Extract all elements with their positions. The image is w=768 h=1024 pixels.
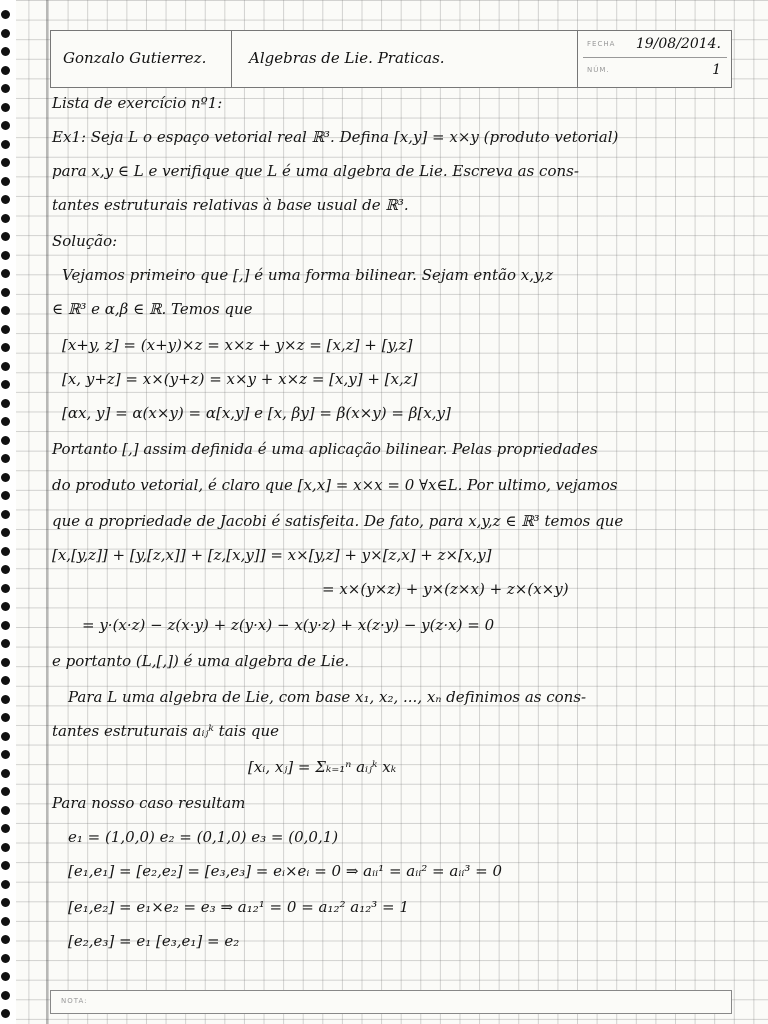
spiral-hole: [1, 584, 10, 593]
spiral-hole: [1, 510, 10, 519]
spiral-hole: [1, 769, 10, 778]
equation-line: [αx, y] = α(x×y) = α[x,y] e [x, βy] = β(x×y) = β[x,y]: [62, 404, 451, 422]
spiral-hole: [1, 954, 10, 963]
text-line: Portanto [,] assim definida é uma aplicação bilinear. Pelas propriedades: [52, 440, 598, 458]
title-box: [231, 31, 578, 87]
spiral-hole: [1, 251, 10, 260]
number-label: NÚM.: [587, 66, 610, 74]
date-value: 19/08/2014.: [635, 36, 721, 52]
spiral-hole: [1, 991, 10, 1000]
spiral-hole: [1, 380, 10, 389]
spiral-hole: [1, 10, 10, 19]
equation-line: [x, y+z] = x×(y+z) = x×y + x×z = [x,y] + [x,z]: [62, 370, 418, 388]
text-line: ∈ ℝ³ e α,β ∈ ℝ. Temos que: [52, 300, 253, 318]
spiral-hole: [1, 436, 10, 445]
spiral-hole: [1, 47, 10, 56]
spiral-hole: [1, 750, 10, 759]
text-line: do produto vetorial, é claro que [x,x] = x×x = 0 ∀x∈L. Por ultimo, vejamos: [52, 476, 618, 494]
equation-line: [e₁,e₂] = e₁×e₂ = e₃ ⇒ a₁₂¹ = 0 = a₁₂² a₁₂³ = 1: [68, 898, 409, 916]
spiral-hole: [1, 547, 10, 556]
spiral-hole: [1, 491, 10, 500]
text-line: Vejamos primeiro que [,] é uma forma bilinear. Sejam então x,y,z: [62, 266, 554, 284]
equation-line: e₁ = (1,0,0) e₂ = (0,1,0) e₃ = (0,0,1): [68, 828, 339, 846]
spiral-hole: [1, 528, 10, 537]
spiral-hole: [1, 195, 10, 204]
spiral-hole: [1, 639, 10, 648]
spiral-hole: [1, 861, 10, 870]
text-line-heading: Lista de exercício nº1:: [52, 94, 223, 112]
margin-line: [46, 0, 48, 1024]
text-line: Para nosso caso resultam: [52, 794, 246, 812]
spiral-hole: [1, 66, 10, 75]
text-line: Para L uma algebra de Lie, com base x₁, x₂, ..., xₙ definimos as cons-: [68, 688, 587, 706]
spiral-hole: [1, 454, 10, 463]
spiral-hole: [1, 158, 10, 167]
number-row: [583, 59, 727, 83]
page-header: [50, 30, 732, 88]
spiral-hole: [1, 140, 10, 149]
spiral-hole: [1, 269, 10, 278]
spiral-binding: [0, 0, 16, 1024]
spiral-hole: [1, 695, 10, 704]
name-box: [51, 31, 232, 87]
equation-line: = x×(y×z) + y×(z×x) + z×(x×y): [322, 580, 569, 598]
spiral-hole: [1, 898, 10, 907]
spiral-hole: [1, 325, 10, 334]
spiral-hole: [1, 103, 10, 112]
text-line: e portanto (L,[,]) é uma algebra de Lie.: [52, 652, 350, 670]
spiral-hole: [1, 676, 10, 685]
number-value: 1: [712, 62, 721, 78]
spiral-hole: [1, 29, 10, 38]
text-line: que a propriedade de Jacobi é satisfeita. De fato, para x,y,z ∈ ℝ³ temos que: [52, 512, 624, 530]
spiral-hole: [1, 121, 10, 130]
spiral-hole: [1, 658, 10, 667]
text-line-exercise: Ex1: Seja L o espaço vetorial real ℝ³. Defina [x,y] = x×y (produto vetorial): [52, 128, 619, 146]
spiral-hole: [1, 972, 10, 981]
spiral-hole: [1, 621, 10, 630]
spiral-hole: [1, 177, 10, 186]
equation-line: [x+y, z] = (x+y)×z = x×z + y×z = [x,z] + [y,z]: [62, 336, 413, 354]
note-label: NOTA:: [61, 997, 88, 1005]
spiral-hole: [1, 214, 10, 223]
spiral-hole: [1, 602, 10, 611]
spiral-hole: [1, 473, 10, 482]
spiral-hole: [1, 306, 10, 315]
spiral-hole: [1, 362, 10, 371]
spiral-hole: [1, 417, 10, 426]
spiral-hole: [1, 787, 10, 796]
date-label: FECHA: [587, 40, 616, 48]
page-title: Algebras de Lie. Praticas.: [249, 49, 445, 67]
spiral-hole: [1, 84, 10, 93]
equation-line: [xᵢ, xⱼ] = Σₖ₌₁ⁿ aᵢⱼᵏ xₖ: [248, 758, 397, 776]
text-line: tantes estruturais relativas à base usual de ℝ³.: [52, 196, 409, 214]
meta-box: [577, 31, 731, 87]
equation-line: = y·(x·z) − z(x·y) + z(y·x) − x(y·z) + x(z·y) − y(z·x) = 0: [82, 616, 495, 634]
spiral-hole: [1, 232, 10, 241]
equation-line: [x,[y,z]] + [y,[z,x]] + [z,[x,y]] = x×[y,z] + y×[z,x] + z×[x,y]: [52, 546, 492, 564]
text-line: tantes estruturais aᵢⱼᵏ tais que: [52, 722, 280, 740]
spiral-hole: [1, 343, 10, 352]
spiral-hole: [1, 732, 10, 741]
spiral-hole: [1, 917, 10, 926]
date-row: [583, 33, 727, 58]
note-footer: [50, 990, 732, 1014]
spiral-hole: [1, 806, 10, 815]
spiral-hole: [1, 565, 10, 574]
author-name: Gonzalo Gutierrez.: [63, 49, 207, 67]
spiral-hole: [1, 288, 10, 297]
equation-line: [e₁,e₁] = [e₂,e₂] = [e₃,e₃] = eᵢ×eᵢ = 0 ⇒ aᵢᵢ¹ = aᵢᵢ² = aᵢᵢ³ = 0: [68, 862, 503, 880]
text-line: para x,y ∈ L e verifique que L é uma algebra de Lie. Escreva as cons-: [52, 162, 579, 180]
equation-line: [e₂,e₃] = e₁ [e₃,e₁] = e₂: [68, 932, 240, 950]
spiral-hole: [1, 1009, 10, 1018]
spiral-hole: [1, 713, 10, 722]
spiral-hole: [1, 935, 10, 944]
spiral-hole: [1, 843, 10, 852]
text-line-solution: Solução:: [52, 232, 118, 250]
spiral-hole: [1, 399, 10, 408]
spiral-hole: [1, 880, 10, 889]
spiral-hole: [1, 824, 10, 833]
